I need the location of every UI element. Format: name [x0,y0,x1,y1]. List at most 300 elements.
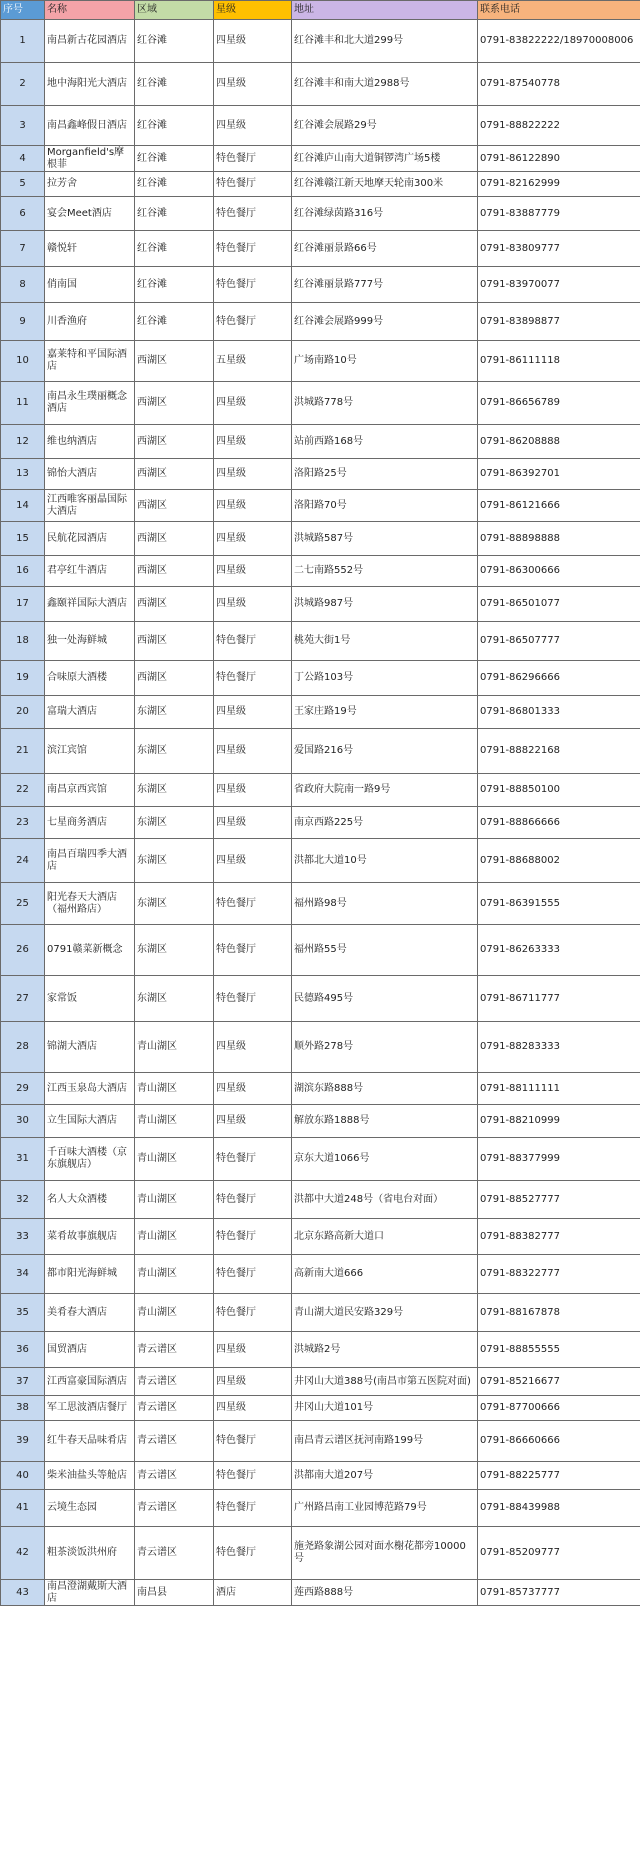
cell-address: 解放东路1888号 [292,1105,478,1138]
cell-name: 江西玉泉岛大酒店 [45,1073,135,1105]
cell-area: 西湖区 [135,425,214,459]
cell-address: 洛阳路70号 [292,490,478,522]
cell-area: 青云谱区 [135,1396,214,1421]
cell-phone: 0791-88167878 [478,1294,640,1332]
table-row [1,807,640,839]
table-row [1,1294,640,1332]
cell-star: 四星级 [214,490,292,522]
cell-no: 33 [1,1219,45,1255]
cell-phone: 0791-86296666 [478,661,640,696]
cell-no: 9 [1,303,45,341]
cell-area: 西湖区 [135,459,214,490]
cell-name: 南昌新古花园酒店 [45,20,135,63]
cell-area: 东湖区 [135,839,214,883]
cell-name: 民航花园酒店 [45,522,135,556]
cell-area: 西湖区 [135,587,214,622]
cell-star: 特色餐厅 [214,622,292,661]
cell-no: 8 [1,267,45,303]
cell-phone: 0791-88322777 [478,1255,640,1294]
cell-area: 南昌县 [135,1580,214,1606]
cell-address: 省政府大院南一路9号 [292,774,478,807]
table-row [1,490,640,522]
cell-no: 32 [1,1181,45,1219]
cell-star: 特色餐厅 [214,146,292,172]
cell-star: 特色餐厅 [214,303,292,341]
cell-no: 43 [1,1580,45,1606]
cell-area: 红谷滩 [135,63,214,106]
cell-phone: 0791-85209777 [478,1527,640,1580]
cell-no: 29 [1,1073,45,1105]
cell-phone: 0791-86656789 [478,382,640,425]
cell-name: 维也纳酒店 [45,425,135,459]
cell-phone: 0791-86263333 [478,925,640,976]
cell-address: 施尧路象湖公园对面水榭花都旁10000号 [292,1527,478,1580]
cell-star: 特色餐厅 [214,976,292,1022]
table-row [1,925,640,976]
cell-star: 四星级 [214,1105,292,1138]
cell-area: 红谷滩 [135,197,214,231]
cell-area: 西湖区 [135,556,214,587]
cell-name: 嘉莱特和平国际酒店 [45,341,135,382]
cell-name: 美肴春大酒店 [45,1294,135,1332]
cell-name: 都市阳光海鲜城 [45,1255,135,1294]
cell-phone: 0791-86391555 [478,883,640,925]
cell-address: 红谷滩丽景路66号 [292,231,478,267]
cell-phone: 0791-86208888 [478,425,640,459]
cell-no: 11 [1,382,45,425]
cell-area: 红谷滩 [135,267,214,303]
table-row [1,267,640,303]
cell-name: 千百味大酒楼（京东旗舰店） [45,1138,135,1181]
table-row [1,231,640,267]
cell-no: 36 [1,1332,45,1368]
cell-name: 地中海阳光大酒店 [45,63,135,106]
table-row [1,587,640,622]
cell-star: 四星级 [214,1022,292,1073]
table-row [1,729,640,774]
cell-star: 四星级 [214,1332,292,1368]
table-row [1,1580,640,1606]
cell-area: 东湖区 [135,774,214,807]
cell-phone: 0791-83898877 [478,303,640,341]
cell-name: 红牛春天品味肴店 [45,1421,135,1462]
cell-no: 14 [1,490,45,522]
table-row [1,197,640,231]
table-row [1,522,640,556]
cell-name: 七星商务酒店 [45,807,135,839]
cell-star: 四星级 [214,63,292,106]
cell-name: 宴会Meet酒店 [45,197,135,231]
cell-address: 高新南大道666 [292,1255,478,1294]
cell-no: 21 [1,729,45,774]
cell-phone: 0791-88527777 [478,1181,640,1219]
cell-area: 西湖区 [135,490,214,522]
header-no: 序号 [1,1,45,20]
cell-area: 青山湖区 [135,1073,214,1105]
cell-star: 特色餐厅 [214,267,292,303]
cell-phone: 0791-88688002 [478,839,640,883]
cell-name: 赣悦轩 [45,231,135,267]
cell-area: 红谷滩 [135,20,214,63]
cell-area: 红谷滩 [135,303,214,341]
cell-phone: 0791-86111118 [478,341,640,382]
table-row [1,1462,640,1490]
cell-area: 东湖区 [135,976,214,1022]
cell-phone: 0791-86122890 [478,146,640,172]
cell-star: 四星级 [214,1368,292,1396]
cell-name: 俏南国 [45,267,135,303]
cell-star: 四星级 [214,587,292,622]
table-row [1,1181,640,1219]
cell-area: 红谷滩 [135,106,214,146]
cell-area: 青山湖区 [135,1138,214,1181]
cell-phone: 0791-88111111 [478,1073,640,1105]
cell-name: 江西唯客丽晶国际大酒店 [45,490,135,522]
cell-star: 四星级 [214,774,292,807]
cell-area: 红谷滩 [135,231,214,267]
header-name: 名称 [45,1,135,20]
cell-name: 0791赣菜新概念 [45,925,135,976]
cell-star: 四星级 [214,839,292,883]
cell-no: 20 [1,696,45,729]
cell-no: 15 [1,522,45,556]
cell-name: 名人大众酒楼 [45,1181,135,1219]
cell-name: 军工思波酒店餐厅 [45,1396,135,1421]
cell-address: 洛阳路25号 [292,459,478,490]
cell-star: 四星级 [214,106,292,146]
table-body [1,20,640,1606]
cell-star: 特色餐厅 [214,231,292,267]
cell-phone: 0791-85737777 [478,1580,640,1606]
cell-phone: 0791-88898888 [478,522,640,556]
cell-name: 南昌京西宾馆 [45,774,135,807]
header-area: 区域 [135,1,214,20]
cell-area: 西湖区 [135,382,214,425]
table-row [1,20,640,63]
cell-name: 柴米油盐头等舱店 [45,1462,135,1490]
cell-phone: 0791-86300666 [478,556,640,587]
cell-area: 西湖区 [135,522,214,556]
cell-address: 广州路昌南工业园博范路79号 [292,1490,478,1527]
cell-star: 四星级 [214,20,292,63]
cell-no: 38 [1,1396,45,1421]
cell-name: 君亭红牛酒店 [45,556,135,587]
cell-no: 4 [1,146,45,172]
cell-name: 锦怡大酒店 [45,459,135,490]
table-row [1,63,640,106]
cell-star: 四星级 [214,729,292,774]
cell-phone: 0791-86501077 [478,587,640,622]
cell-star: 四星级 [214,425,292,459]
table-row [1,425,640,459]
cell-phone: 0791-83809777 [478,231,640,267]
cell-star: 特色餐厅 [214,1181,292,1219]
cell-star: 四星级 [214,556,292,587]
cell-area: 红谷滩 [135,172,214,197]
table-row [1,1490,640,1527]
cell-phone: 0791-88225777 [478,1462,640,1490]
cell-star: 四星级 [214,459,292,490]
cell-star: 特色餐厅 [214,1294,292,1332]
cell-area: 青云谱区 [135,1332,214,1368]
table-row [1,106,640,146]
cell-star: 特色餐厅 [214,197,292,231]
table-row [1,883,640,925]
cell-address: 红谷滩庐山南大道铜锣湾广场5楼 [292,146,478,172]
cell-star: 五星级 [214,341,292,382]
cell-no: 18 [1,622,45,661]
cell-phone: 0791-85216677 [478,1368,640,1396]
table-row [1,976,640,1022]
cell-phone: 0791-88822168 [478,729,640,774]
cell-area: 东湖区 [135,729,214,774]
cell-name: 鑫颐祥国际大酒店 [45,587,135,622]
cell-name: 合味原大酒楼 [45,661,135,696]
cell-name: 拉芳舍 [45,172,135,197]
table-row [1,1368,640,1396]
cell-address: 洪城路778号 [292,382,478,425]
cell-no: 31 [1,1138,45,1181]
cell-star: 特色餐厅 [214,1219,292,1255]
cell-name: 独一处海鲜城 [45,622,135,661]
cell-area: 西湖区 [135,341,214,382]
cell-star: 四星级 [214,696,292,729]
cell-area: 青山湖区 [135,1255,214,1294]
cell-phone: 0791-88439988 [478,1490,640,1527]
table-row [1,146,640,172]
cell-star: 特色餐厅 [214,925,292,976]
cell-address: 湖滨东路888号 [292,1073,478,1105]
cell-phone: 0791-86121666 [478,490,640,522]
cell-phone: 0791-88850100 [478,774,640,807]
cell-name: 云境生态园 [45,1490,135,1527]
table-row [1,1219,640,1255]
cell-address: 南昌青云谱区抚河南路199号 [292,1421,478,1462]
cell-phone: 0791-86801333 [478,696,640,729]
cell-area: 东湖区 [135,925,214,976]
cell-no: 19 [1,661,45,696]
cell-star: 酒店 [214,1580,292,1606]
cell-name: 立生国际大酒店 [45,1105,135,1138]
cell-no: 6 [1,197,45,231]
cell-star: 特色餐厅 [214,1490,292,1527]
table-row [1,1105,640,1138]
cell-phone: 0791-82162999 [478,172,640,197]
cell-phone: 0791-88866666 [478,807,640,839]
cell-address: 红谷滩会展路29号 [292,106,478,146]
cell-no: 37 [1,1368,45,1396]
cell-area: 青山湖区 [135,1219,214,1255]
table-row [1,1527,640,1580]
cell-address: 红谷滩会展路999号 [292,303,478,341]
cell-phone: 0791-86711777 [478,976,640,1022]
cell-star: 特色餐厅 [214,172,292,197]
header-star: 星级 [214,1,292,20]
cell-star: 特色餐厅 [214,1462,292,1490]
cell-area: 西湖区 [135,661,214,696]
cell-address: 洪都中大道248号（省电台对面） [292,1181,478,1219]
header-phone: 联系电话 [478,1,640,20]
cell-name: 川香渔府 [45,303,135,341]
table-row [1,774,640,807]
cell-star: 特色餐厅 [214,883,292,925]
cell-area: 青山湖区 [135,1181,214,1219]
cell-name: 阳光春天大酒店（福州路店） [45,883,135,925]
cell-phone: 0791-86392701 [478,459,640,490]
cell-address: 莲西路888号 [292,1580,478,1606]
cell-no: 1 [1,20,45,63]
cell-area: 红谷滩 [135,146,214,172]
cell-address: 洪城路987号 [292,587,478,622]
cell-phone: 0791-87540778 [478,63,640,106]
cell-name: 南昌澄湖戴斯大酒店 [45,1580,135,1606]
cell-address: 红谷滩绿茵路316号 [292,197,478,231]
cell-star: 特色餐厅 [214,661,292,696]
cell-no: 5 [1,172,45,197]
cell-address: 京东大道1066号 [292,1138,478,1181]
cell-no: 22 [1,774,45,807]
cell-name: 国贸酒店 [45,1332,135,1368]
table-row [1,1396,640,1421]
cell-no: 7 [1,231,45,267]
cell-no: 2 [1,63,45,106]
table-row [1,1138,640,1181]
cell-phone: 0791-83822222/18970008006 [478,20,640,63]
cell-address: 民德路495号 [292,976,478,1022]
cell-address: 桃苑大街1号 [292,622,478,661]
cell-star: 四星级 [214,382,292,425]
cell-address: 洪城路2号 [292,1332,478,1368]
cell-phone: 0791-88283333 [478,1022,640,1073]
cell-address: 红谷滩丽景路777号 [292,267,478,303]
header-address: 地址 [292,1,478,20]
table-row [1,696,640,729]
table-row [1,382,640,425]
cell-phone: 0791-88855555 [478,1332,640,1368]
cell-no: 26 [1,925,45,976]
cell-address: 爱国路216号 [292,729,478,774]
cell-no: 42 [1,1527,45,1580]
cell-area: 青云谱区 [135,1527,214,1580]
cell-no: 3 [1,106,45,146]
cell-star: 特色餐厅 [214,1527,292,1580]
cell-name: 粗茶淡饭洪州府 [45,1527,135,1580]
cell-phone: 0791-88210999 [478,1105,640,1138]
cell-phone: 0791-87700666 [478,1396,640,1421]
cell-no: 16 [1,556,45,587]
cell-star: 特色餐厅 [214,1255,292,1294]
cell-address: 站前西路168号 [292,425,478,459]
cell-phone: 0791-86507777 [478,622,640,661]
cell-address: 洪城路587号 [292,522,478,556]
cell-address: 王家庄路19号 [292,696,478,729]
cell-no: 28 [1,1022,45,1073]
cell-name: 菜肴故事旗舰店 [45,1219,135,1255]
cell-no: 17 [1,587,45,622]
cell-phone: 0791-88822222 [478,106,640,146]
table-row [1,1332,640,1368]
cell-address: 广场南路10号 [292,341,478,382]
cell-area: 东湖区 [135,807,214,839]
cell-address: 青山湖大道民安路329号 [292,1294,478,1332]
table-row [1,622,640,661]
cell-no: 41 [1,1490,45,1527]
cell-address: 顺外路278号 [292,1022,478,1073]
cell-phone: 0791-83970077 [478,267,640,303]
table-row [1,839,640,883]
cell-area: 青山湖区 [135,1294,214,1332]
cell-no: 23 [1,807,45,839]
cell-address: 二七南路552号 [292,556,478,587]
cell-name: 锦湖大酒店 [45,1022,135,1073]
cell-address: 红谷滩丰和北大道299号 [292,20,478,63]
cell-address: 红谷滩丰和南大道2988号 [292,63,478,106]
cell-no: 34 [1,1255,45,1294]
cell-no: 27 [1,976,45,1022]
table-row [1,1255,640,1294]
cell-star: 四星级 [214,522,292,556]
cell-area: 青云谱区 [135,1462,214,1490]
cell-address: 福州路98号 [292,883,478,925]
cell-address: 井冈山大道101号 [292,1396,478,1421]
table-row [1,1022,640,1073]
cell-no: 24 [1,839,45,883]
cell-phone: 0791-88377999 [478,1138,640,1181]
cell-name: 家常饭 [45,976,135,1022]
table-row [1,1073,640,1105]
cell-name: 富瑞大酒店 [45,696,135,729]
cell-area: 青山湖区 [135,1022,214,1073]
cell-name: 南昌永生璞丽概念酒店 [45,382,135,425]
cell-address: 福州路55号 [292,925,478,976]
table-row [1,341,640,382]
cell-no: 25 [1,883,45,925]
table-row [1,459,640,490]
cell-area: 青云谱区 [135,1490,214,1527]
cell-no: 12 [1,425,45,459]
table-row [1,556,640,587]
cell-star: 四星级 [214,807,292,839]
table-row [1,1421,640,1462]
cell-address: 南京西路225号 [292,807,478,839]
table-row [1,661,640,696]
cell-no: 10 [1,341,45,382]
cell-no: 40 [1,1462,45,1490]
cell-no: 30 [1,1105,45,1138]
cell-address: 北京东路高新大道口 [292,1219,478,1255]
cell-address: 井冈山大道388号(南昌市第五医院对面) [292,1368,478,1396]
cell-star: 四星级 [214,1073,292,1105]
cell-area: 青山湖区 [135,1105,214,1138]
header-row [1,1,640,20]
cell-no: 13 [1,459,45,490]
table-row [1,172,640,197]
cell-star: 四星级 [214,1396,292,1421]
cell-phone: 0791-88382777 [478,1219,640,1255]
cell-star: 特色餐厅 [214,1138,292,1181]
cell-name: 滨江宾馆 [45,729,135,774]
table-row [1,303,640,341]
cell-area: 西湖区 [135,622,214,661]
cell-name: 江西富豪国际酒店 [45,1368,135,1396]
cell-area: 青云谱区 [135,1421,214,1462]
cell-area: 青云谱区 [135,1368,214,1396]
cell-area: 东湖区 [135,696,214,729]
cell-star: 特色餐厅 [214,1421,292,1462]
cell-phone: 0791-83887779 [478,197,640,231]
cell-address: 丁公路103号 [292,661,478,696]
cell-name: Morganfield's摩根菲 [45,146,135,172]
